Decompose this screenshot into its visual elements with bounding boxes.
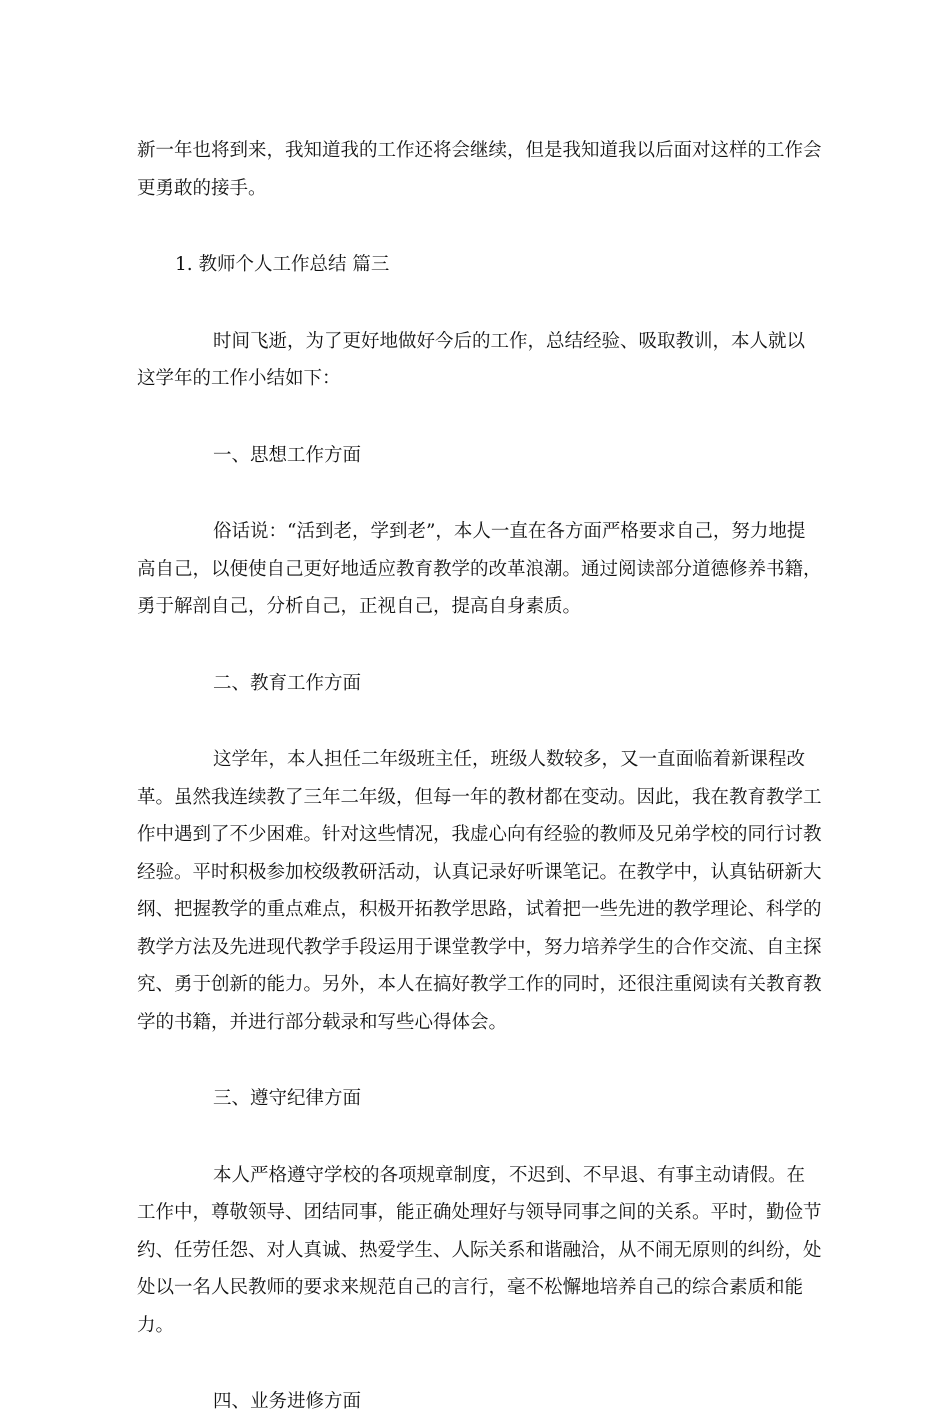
opening-paragraph: 时间飞逝，为了更好地做好今后的工作，总结经验、吸取教训，本人就以这学年的工作小结如下：: [137, 330, 806, 389]
section-heading-discipline: 三、遵守纪律方面: [213, 1088, 362, 1109]
section-body-thought: 俗话说：“活到老，学到老”，本人一直在各方面严格要求自己，努力地提高自己，以便使自己更好地适应教育教学的改革浪潮。通过阅读部分道德修养书籍，勇于解剖自己，分析自己，正视自己，提高自身素质。: [137, 521, 822, 617]
document-content: [137, 132, 823, 1421]
section-body-discipline: 本人严格遵守学校的各项规章制度，不迟到、不早退、有事主动请假。在工作中，尊敬领导、团结同事，能正确处理好与领导同事之间的关系。平时，勤俭节约、任劳任怨、对人真诚、热爱学生、人际关系和谐融洽，从不闹无原则的纠纷，处处以一名人民教师的要求来规范自己的言行，毫不松懈地培养自己的综合素质和能力。: [137, 1164, 822, 1336]
section-heading-thought: 一、思想工作方面: [213, 444, 362, 466]
section-heading-study: 四、业务进修方面: [213, 1391, 362, 1412]
section-body-education: 这学年，本人担任二年级班主任，班级人数较多，又一直面临着新课程改革。虽然我连续教了三年二年级，但每一年的教材都在变动。因此，我在教育教学工作中遇到了不少困难。针对这些情况，我虚心向有经验的教师及兄弟学校的同行讨教经验。平时积极参加校级教研活动，认真记录好听课笔记。在教学中，认真钻研新大纲、把握教学的重点难点，积极开拓教学思路，试着把一些先进的教学理论、科学的教学方法及先进现代教学手段运用于课堂教学中，努力培养学生的合作交流、自主探究、勇于创新的能力。另外，本人在搞好教学工作的同时，还很注重阅读有关教育教学的书籍，并进行部分载录和写些心得体会。: [137, 749, 822, 1033]
section-heading-education: 二、教育工作方面: [213, 672, 362, 694]
intro-paragraph: 新一年也将到来，我知道我的工作还将会继续，但是我知道我以后面对这样的工作会更勇敢的接手。: [137, 140, 822, 199]
section-title: 1. 教师个人工作总结 篇三: [175, 254, 390, 275]
